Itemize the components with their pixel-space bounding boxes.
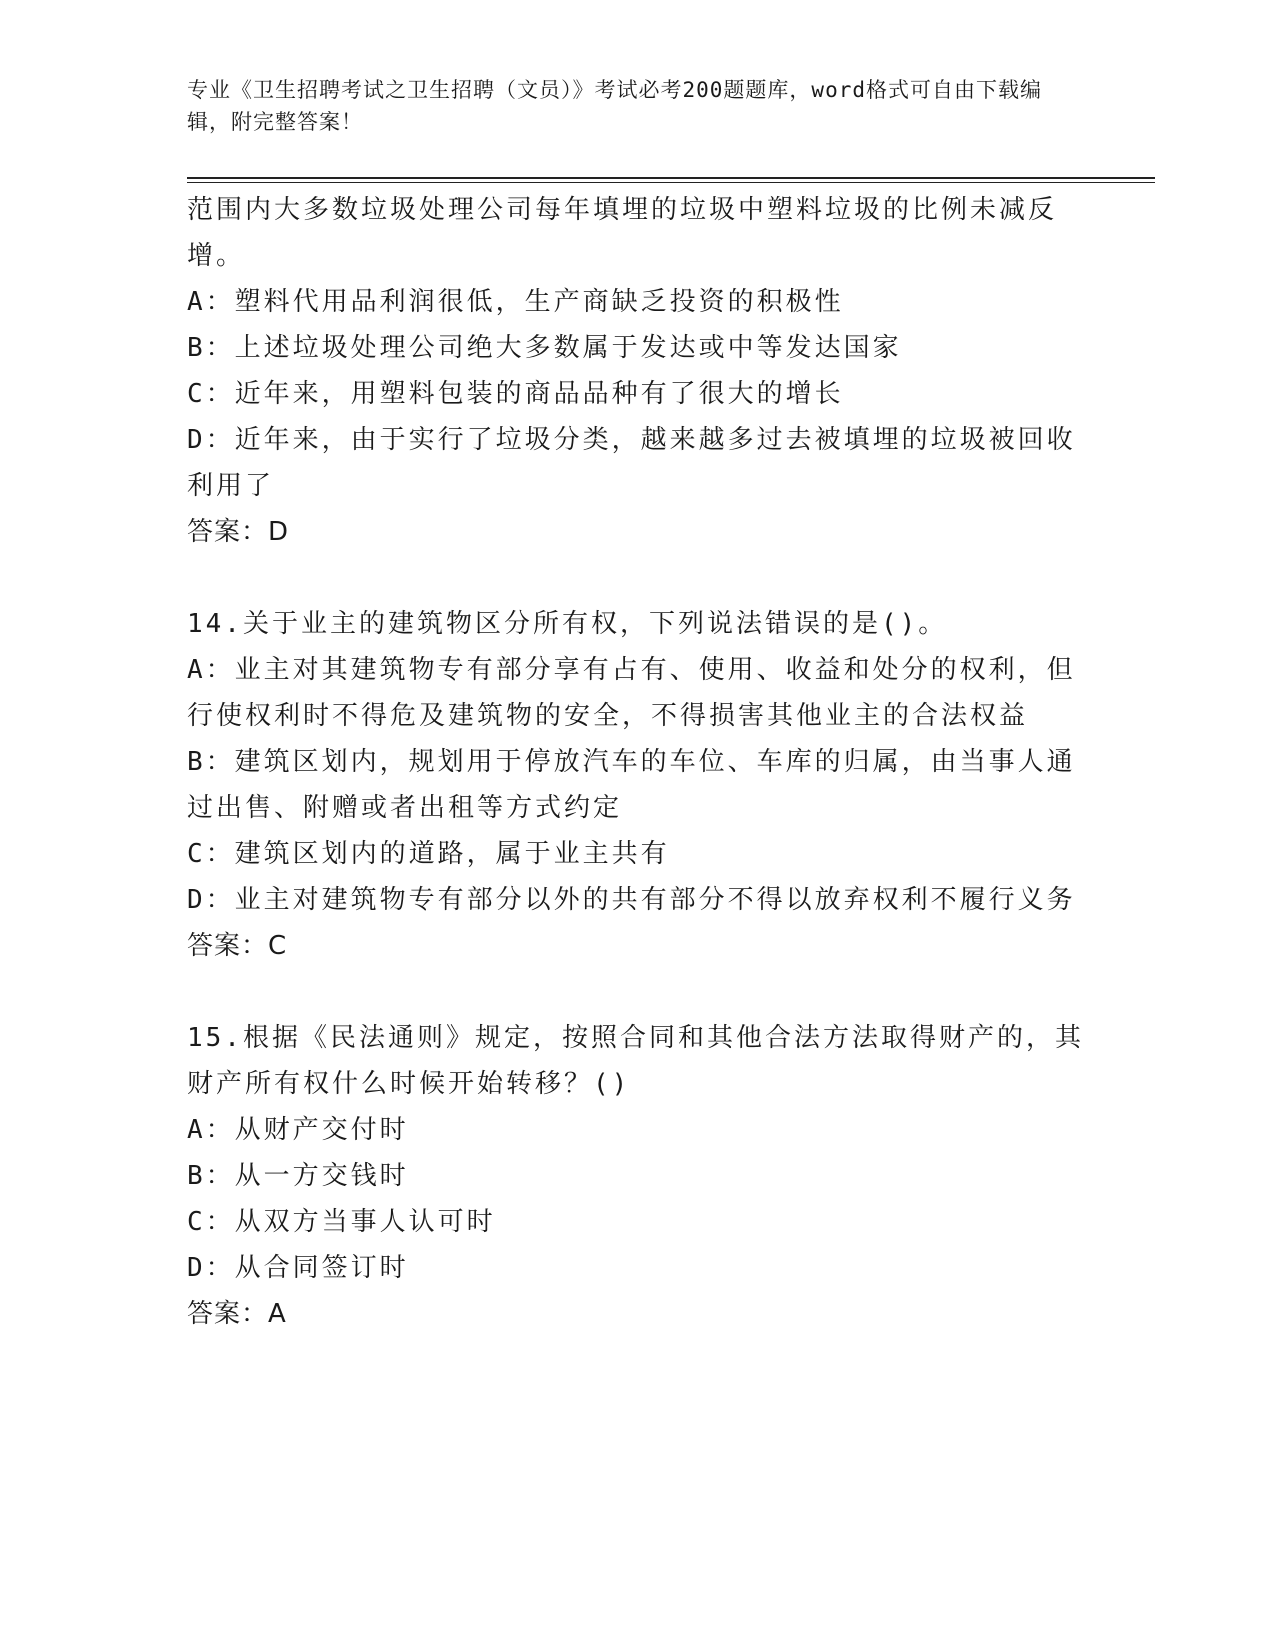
option-b: B：从一方交钱时: [187, 1161, 409, 1191]
question-stem: 14.关于业主的建筑物区分所有权，下列说法错误的是()。: [187, 609, 948, 639]
spacer: [187, 969, 1087, 1015]
option-c: C：从双方当事人认可时: [187, 1207, 496, 1237]
question-15: [187, 1015, 1087, 1337]
option-a: A：从财产交付时: [187, 1115, 409, 1145]
header-rule-thin: [187, 182, 1155, 183]
option-b: B：上述垃圾处理公司绝大多数属于发达或中等发达国家: [187, 333, 902, 363]
question-content: [187, 187, 1087, 1337]
header-rule-thick: [187, 177, 1155, 179]
answer: 答案：C: [187, 931, 288, 961]
answer: 答案：A: [187, 1299, 287, 1329]
option-d: D：近年来，由于实行了垃圾分类，越来越多过去被填埋的垃圾被回收利用了: [187, 425, 1076, 501]
question-14: [187, 601, 1087, 969]
option-d: D：从合同签订时: [187, 1253, 409, 1283]
question-13: [187, 187, 1087, 555]
option-d: D：业主对建筑物专有部分以外的共有部分不得以放弃权利不履行义务: [187, 885, 1076, 915]
option-c: C：近年来，用塑料包装的商品品种有了很大的增长: [187, 379, 844, 409]
spacer: [187, 555, 1087, 601]
option-c: C：建筑区划内的道路，属于业主共有: [187, 839, 670, 869]
document-header: 专业《卫生招聘考试之卫生招聘（文员）》考试必考200题题库，word格式可自由下载编辑，附完整答案！: [187, 78, 1042, 134]
question-stem: 15.根据《民法通则》规定，按照合同和其他合法方法取得财产的，其财产所有权什么时候开始转移？(): [187, 1023, 1084, 1099]
question-stem: 范围内大多数垃圾处理公司每年填埋的垃圾中塑料垃圾的比例未减反增。: [187, 195, 1058, 271]
option-b: B：建筑区划内，规划用于停放汽车的车位、车库的归属，由当事人通过出售、附赠或者出租等方式约定: [187, 747, 1076, 823]
option-a: A：业主对其建筑物专有部分享有占有、使用、收益和处分的权利，但行使权利时不得危及建筑物的安全，不得损害其他业主的合法权益: [187, 655, 1076, 731]
answer: 答案：D: [187, 517, 290, 547]
option-a: A：塑料代用品利润很低，生产商缺乏投资的积极性: [187, 287, 844, 317]
